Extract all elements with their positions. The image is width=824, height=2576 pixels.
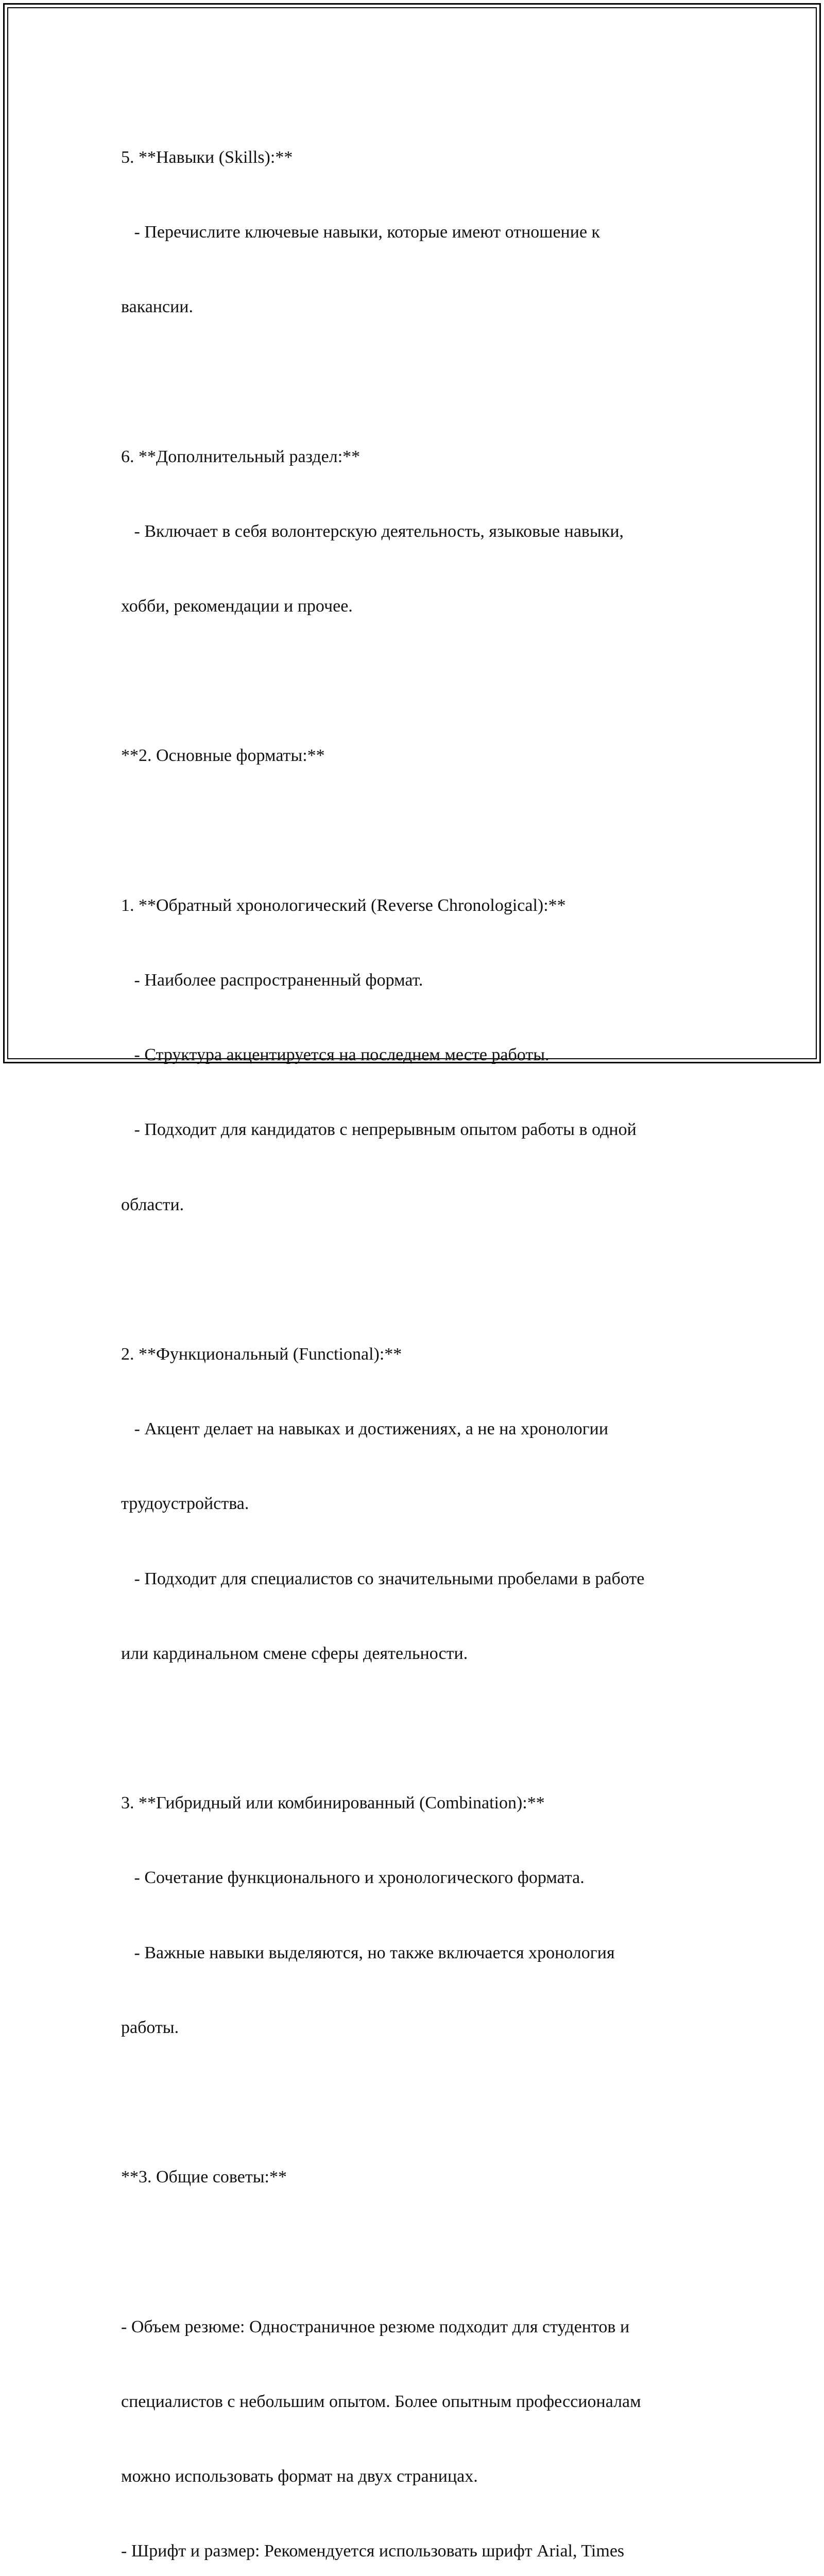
blank-line bbox=[121, 2090, 703, 2115]
text-line: - Объем резюме: Одностраничное резюме подходит для студентов и bbox=[121, 2317, 630, 2336]
text-line: области. bbox=[121, 1195, 184, 1214]
section-heading: **3. Общие советы:** bbox=[121, 2167, 287, 2187]
text-line: - Подходит для кандидатов с непрерывным опытом работы в одной bbox=[121, 1120, 637, 1140]
text-line: можно использовать формат на двух страницах. bbox=[121, 2467, 478, 2486]
text-line: 5. **Навыки (Skills):** bbox=[121, 147, 293, 167]
document-body bbox=[121, 95, 703, 2576]
text-line: - Подходит для специалистов со значительными пробелами в работе bbox=[121, 1569, 645, 1588]
text-line: или кардинальном смене сферы деятельности. bbox=[121, 1643, 468, 1663]
section-heading: **2. Основные форматы:** bbox=[121, 746, 325, 766]
blank-line bbox=[121, 2240, 703, 2265]
text-line: 6. **Дополнительный раздел:** bbox=[121, 447, 360, 466]
text-line: - Важные навыки выделяются, но также включается хронология bbox=[121, 1943, 615, 1962]
blank-line bbox=[121, 1716, 703, 1741]
text-line: 2. **Функциональный (Functional):** bbox=[121, 1345, 402, 1364]
blank-line bbox=[121, 1267, 703, 1292]
text-line: - Структура акцентируется на последнем месте работы. bbox=[121, 1045, 550, 1065]
blank-line bbox=[121, 669, 703, 693]
text-line: - Наиболее распространенный формат. bbox=[121, 971, 423, 990]
text-line: 1. **Обратный хронологический (Reverse Chronological):** bbox=[121, 895, 566, 915]
text-line: - Сочетание функционального и хронологического формата. bbox=[121, 1868, 585, 1888]
text-line: работы. bbox=[121, 2018, 179, 2037]
text-line: хобби, рекомендации и прочее. bbox=[121, 597, 353, 616]
text-line: - Включает в себя волонтерскую деятельность, языковые навыки, bbox=[121, 521, 624, 541]
text-line: 3. **Гибридный или комбинированный (Combination):** bbox=[121, 1793, 545, 1813]
blank-line bbox=[121, 819, 703, 843]
text-line: вакансии. bbox=[121, 297, 193, 317]
text-line: - Акцент делает на навыках и достижениях, а не на хронологии bbox=[121, 1419, 609, 1439]
text-line: специалистов с небольшим опытом. Более опытным профессионалам bbox=[121, 2392, 641, 2411]
text-line: - Перечислите ключевые навыки, которые имеют отношение к bbox=[121, 223, 600, 242]
text-line: трудоустройства. bbox=[121, 1494, 249, 1514]
text-line: - Шрифт и размер: Рекомендуется использовать шрифт Arial, Times bbox=[121, 2541, 625, 2561]
blank-line bbox=[121, 369, 703, 394]
